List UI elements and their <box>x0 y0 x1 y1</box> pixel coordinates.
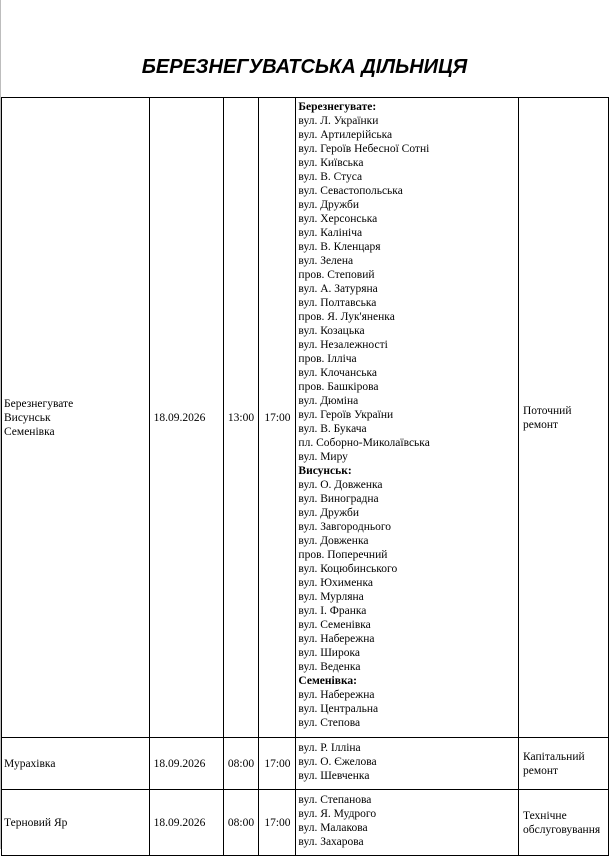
work-type-line: Технічне <box>523 809 567 822</box>
work-type-cell <box>519 98 609 738</box>
street-item: пл. Соборно-Миколаївська <box>298 437 430 449</box>
street-item: вул. Коцюбинського <box>298 563 398 575</box>
street-item: вул. Л. Українки <box>298 115 379 127</box>
locality-name: Семенівка <box>4 425 55 438</box>
street-item: вул. Козацька <box>298 325 365 337</box>
work-type-line: ремонт <box>523 418 559 431</box>
street-item: пров. Я. Лук'яненка <box>298 311 395 323</box>
settlement-heading: Березнегувате: <box>298 101 377 113</box>
street-item: вул. Дружби <box>298 199 360 211</box>
street-item: вул. Шевченка <box>298 770 370 782</box>
street-item: вул. Мурляна <box>298 591 364 603</box>
street-item: вул. І. Франка <box>298 605 367 617</box>
streets-cell <box>296 790 519 856</box>
street-item: вул. Героїв України <box>298 409 394 421</box>
street-item: вул. Р. Ілліна <box>298 742 361 754</box>
end-time-cell: 17:00 <box>259 738 296 790</box>
locality-name: Висунськ <box>4 411 51 424</box>
street-item: вул. В. Кленцаря <box>298 241 381 253</box>
table-row <box>2 738 609 790</box>
street-item: вул. Широка <box>298 647 360 659</box>
end-time-cell: 17:00 <box>259 790 296 856</box>
work-type-line: Капітальний <box>523 750 585 763</box>
street-item: вул. Я. Мудрого <box>298 808 377 820</box>
street-item: вул. Завгороднього <box>298 521 392 533</box>
street-item: вул. О. Єжелова <box>298 756 377 768</box>
street-item: вул. Набережна <box>298 633 375 645</box>
end-time-cell: 17:00 <box>259 98 296 738</box>
street-item: вул. Юхименка <box>298 577 373 589</box>
date-cell: 18.09.2026 <box>149 738 223 790</box>
street-item: пров. Ілліча <box>298 353 357 365</box>
street-item: вул. Набережна <box>298 689 375 701</box>
street-item: вул. Артилерійська <box>298 129 393 141</box>
street-item: вул. Степанова <box>298 794 372 806</box>
street-item: вул. Дружби <box>298 507 360 519</box>
street-item: вул. Захарова <box>298 836 364 848</box>
street-item: пров. Поперечний <box>298 549 388 561</box>
locality-cell <box>2 790 150 856</box>
work-type-line: Поточний <box>523 404 572 417</box>
table-row <box>2 790 609 856</box>
locality-cell <box>2 738 150 790</box>
work-type-line: ремонт <box>523 764 559 777</box>
street-item: вул. А. Затуряна <box>298 283 378 295</box>
settlement-heading: Висунськ: <box>298 465 352 477</box>
page-title: БЕРЕЗНЕГУВАТСЬКА ДІЛЬНИЦЯ <box>141 56 468 78</box>
street-item: вул. Калініча <box>298 227 363 239</box>
settlement-heading: Семенівка: <box>298 675 357 687</box>
street-item: вул. Степова <box>298 717 361 729</box>
start-time-cell: 13:00 <box>223 98 259 738</box>
street-item: вул. Семенівка <box>298 619 371 631</box>
street-item: вул. Полтавська <box>298 297 377 309</box>
street-item: вул. Клочанська <box>298 367 377 379</box>
street-item: вул. Веденка <box>298 661 361 673</box>
street-item: вул. Центральна <box>298 703 379 715</box>
street-item: пров. Степовий <box>298 269 375 281</box>
schedule-table <box>1 97 609 856</box>
street-item: пров. Башкірова <box>298 381 379 393</box>
street-item: вул. Малакова <box>298 822 368 834</box>
date-cell: 18.09.2026 <box>149 98 223 738</box>
street-item: вул. Зелена <box>298 255 354 267</box>
street-item: вул. В. Стуса <box>298 171 363 183</box>
locality-name: Мурахівка <box>4 757 56 770</box>
work-type-line: обслуговування <box>523 823 601 836</box>
street-item: вул. Дюміна <box>298 395 359 407</box>
schedule-body <box>2 98 609 856</box>
start-time-cell: 08:00 <box>223 738 259 790</box>
street-item: вул. Херсонська <box>298 213 378 225</box>
street-item: вул. Миру <box>298 451 348 463</box>
table-row <box>2 98 609 738</box>
work-type-cell <box>519 738 609 790</box>
locality-name: Терновий Яр <box>4 816 68 829</box>
street-item: вул. Київська <box>298 157 364 169</box>
street-item: вул. Довженка <box>298 535 369 547</box>
street-item: вул. Виноградна <box>298 493 379 505</box>
street-item: вул. О. Довженка <box>298 479 383 491</box>
streets-cell <box>296 738 519 790</box>
locality-name: Березнегувате <box>4 397 74 410</box>
date-cell: 18.09.2026 <box>149 790 223 856</box>
street-item: вул. В. Букача <box>298 423 367 435</box>
street-item: вул. Севастопольська <box>298 185 403 197</box>
streets-cell <box>296 98 519 738</box>
work-type-cell <box>519 790 609 856</box>
street-item: вул. Незалежності <box>298 339 388 351</box>
locality-cell <box>2 98 150 738</box>
start-time-cell: 08:00 <box>223 790 259 856</box>
street-item: вул. Героїв Небесної Сотні <box>298 143 430 155</box>
